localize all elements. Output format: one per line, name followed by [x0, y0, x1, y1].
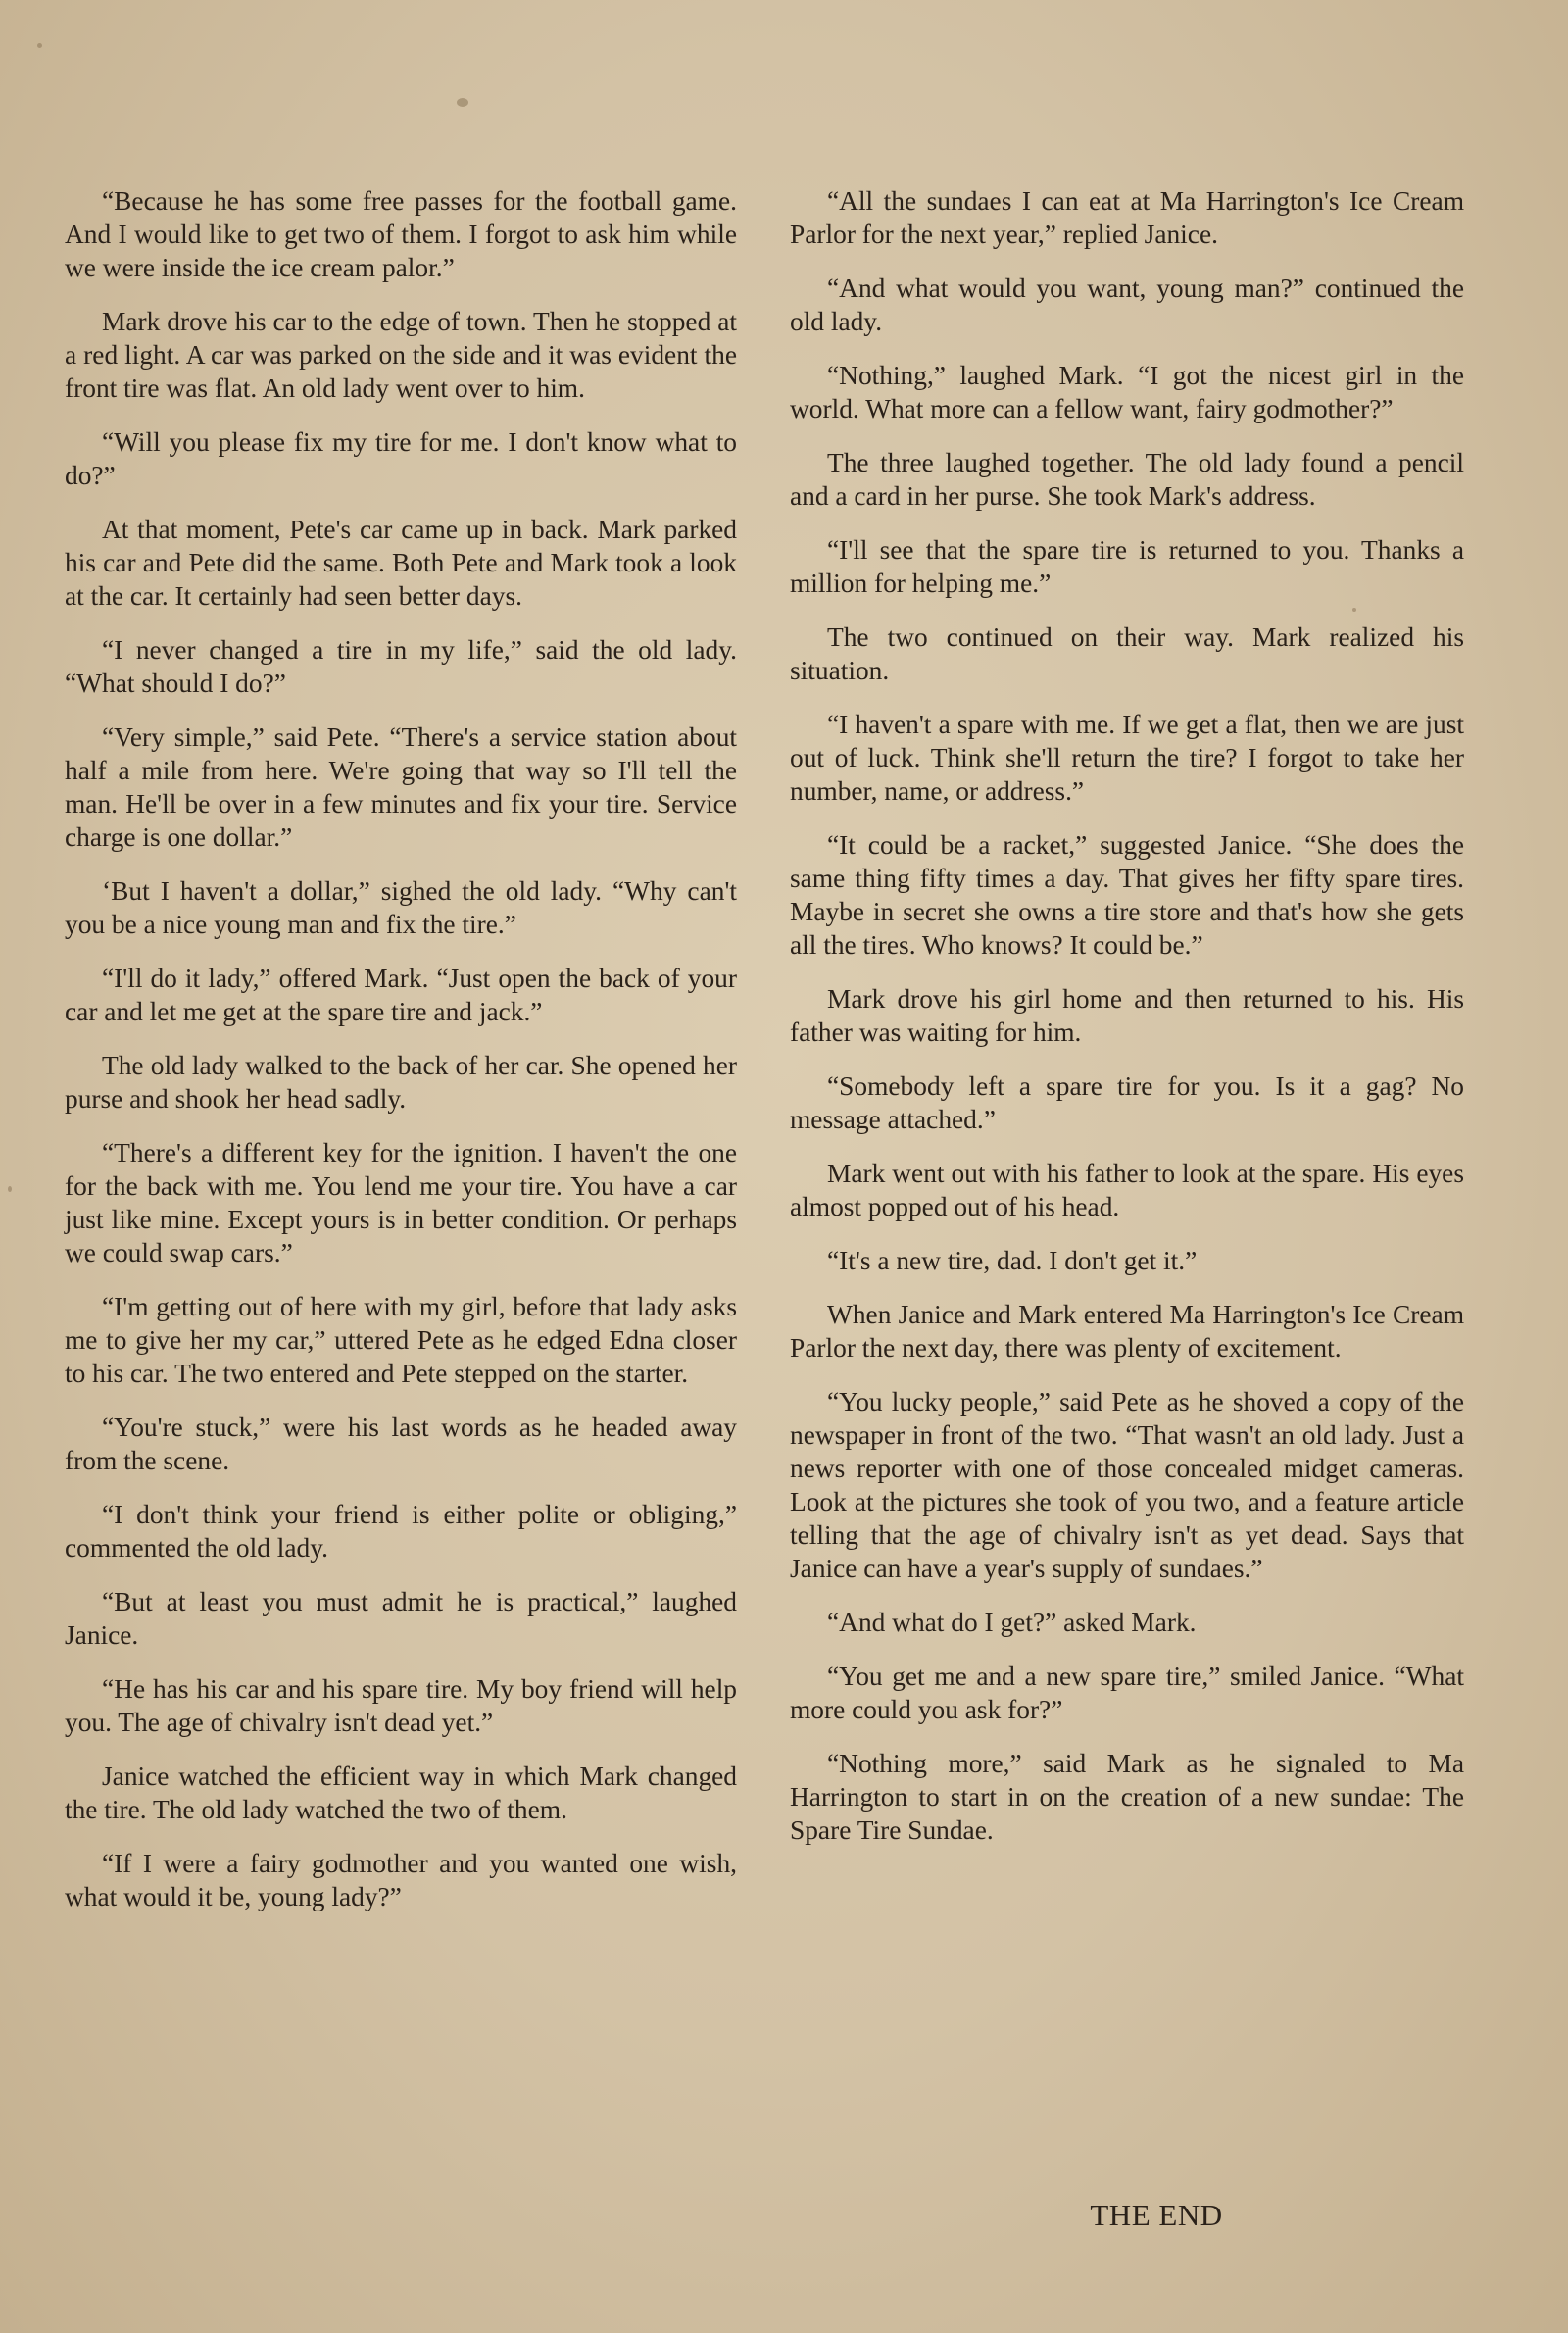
- story-paragraph: “Somebody left a spare tire for you. Is it a gag? No message attached.”: [790, 1071, 1464, 1134]
- story-paragraph: The old lady walked to the back of her car. She opened her purse and shook her head sadly.: [65, 1051, 737, 1114]
- story-paragraph: “You lucky people,” said Pete as he shoved a copy of the newspaper in front of the two. “That wasn't an old lady. Just a news reporter with one of those concealed midget cameras. Look at the pictures she took of you two, and a feature article telling that the age of chivalry isn't as yet dead. Says that Janice can have a year's supply of sundaes.”: [790, 1387, 1464, 1583]
- story-paragraph: “You're stuck,” were his last words as he headed away from the scene.: [65, 1413, 737, 1475]
- story-paragraph: “You get me and a new spare tire,” smiled Janice. “What more could you ask for?”: [790, 1662, 1464, 1724]
- story-paragraph: “I never changed a tire in my life,” said the old lady. “What should I do?”: [65, 635, 737, 698]
- story-paragraph: “But at least you must admit he is practical,” laughed Janice.: [65, 1587, 737, 1650]
- story-paragraph: Mark went out with his father to look at the spare. His eyes almost popped out of his head.: [790, 1159, 1464, 1221]
- story-paragraph: At that moment, Pete's car came up in back. Mark parked his car and Pete did the same. Both Pete and Mark took a look at the car. It certainly had seen better days.: [65, 515, 737, 611]
- story-paragraph: Janice watched the efficient way in which Mark changed the tire. The old lady watched the two of them.: [65, 1762, 737, 1824]
- the-end-label: THE END: [1090, 2198, 1223, 2232]
- story-paragraph: “I'll do it lady,” offered Mark. “Just open the back of your car and let me get at the spare tire and jack.”: [65, 964, 737, 1026]
- paper-speck: [37, 43, 42, 48]
- story-paragraph: “Because he has some free passes for the football game. And I would like to get two of them. I forgot to ask him while we were inside the ice cream palor.”: [65, 186, 737, 282]
- story-paragraph: Mark drove his girl home and then returned to his. His father was waiting for him.: [790, 984, 1464, 1047]
- story-paragraph: “Will you please fix my tire for me. I don't know what to do?”: [65, 427, 737, 490]
- story-paragraph: “I'm getting out of here with my girl, before that lady asks me to give her my car,” uttered Pete as he edged Edna closer to his car. The two entered and Pete stepped on the starter.: [65, 1292, 737, 1388]
- story-paragraph: “Nothing,” laughed Mark. “I got the nicest girl in the world. What more can a fellow want, fairy godmother?”: [790, 361, 1464, 423]
- story-paragraph: “He has his car and his spare tire. My boy friend will help you. The age of chivalry isn't dead yet.”: [65, 1674, 737, 1737]
- paper-speck: [8, 1186, 12, 1192]
- story-paragraph: “If I were a fairy godmother and you wanted one wish, what would it be, young lady?”: [65, 1849, 737, 1911]
- story-paragraph: “I haven't a spare with me. If we get a flat, then we are just out of luck. Think she'll return the tire? I forgot to take her number, name, or address.”: [790, 710, 1464, 806]
- left-text-column: [65, 184, 737, 1934]
- story-paragraph: “And what do I get?” asked Mark.: [827, 1608, 1197, 1637]
- story-paragraph: The two continued on their way. Mark realized his situation.: [790, 622, 1464, 685]
- story-paragraph: Mark drove his car to the edge of town. Then he stopped at a red light. A car was parked on the side and it was evident the front tire was flat. An old lady went over to him.: [65, 307, 737, 403]
- paper-speck: [457, 98, 468, 107]
- story-paragraph: The three laughed together. The old lady found a pencil and a card in her purse. She took Mark's address.: [790, 448, 1464, 511]
- story-paragraph: “There's a different key for the ignition. I haven't the one for the back with me. You lend me your tire. You have a car just like mine. Except yours is in better condition. Or perhaps we could swap cars.”: [65, 1138, 737, 1267]
- story-paragraph: “And what would you want, young man?” continued the old lady.: [790, 273, 1464, 336]
- story-paragraph: ‘But I haven't a dollar,” sighed the old lady. “Why can't you be a nice young man and fix the tire.”: [65, 876, 737, 939]
- story-paragraph: “Nothing more,” said Mark as he signaled to Ma Harrington to start in on the creation of a new sundae: The Spare Tire Sundae.: [790, 1749, 1464, 1845]
- story-paragraph: “All the sundaes I can eat at Ma Harrington's Ice Cream Parlor for the next year,” replied Janice.: [790, 186, 1464, 249]
- right-text-column: [790, 184, 1464, 1867]
- story-paragraph: “It could be a racket,” suggested Janice. “She does the same thing fifty times a day. That gives her fifty spare tires. Maybe in secret she owns a tire store and that's how she gets all the tires. Who knows? It could be.”: [790, 830, 1464, 960]
- story-paragraph: “I'll see that the spare tire is returned to you. Thanks a million for helping me.”: [790, 535, 1464, 598]
- story-paragraph: When Janice and Mark entered Ma Harrington's Ice Cream Parlor the next day, there was plenty of excitement.: [790, 1300, 1464, 1363]
- story-paragraph: “Very simple,” said Pete. “There's a service station about half a mile from here. We're going that way so I'll tell the man. He'll be over in a few minutes and fix your tire. Service charge is one dollar.”: [65, 722, 737, 852]
- story-paragraph: “It's a new tire, dad. I don't get it.”: [827, 1246, 1198, 1275]
- story-paragraph: “I don't think your friend is either polite or obliging,” commented the old lady.: [65, 1500, 737, 1563]
